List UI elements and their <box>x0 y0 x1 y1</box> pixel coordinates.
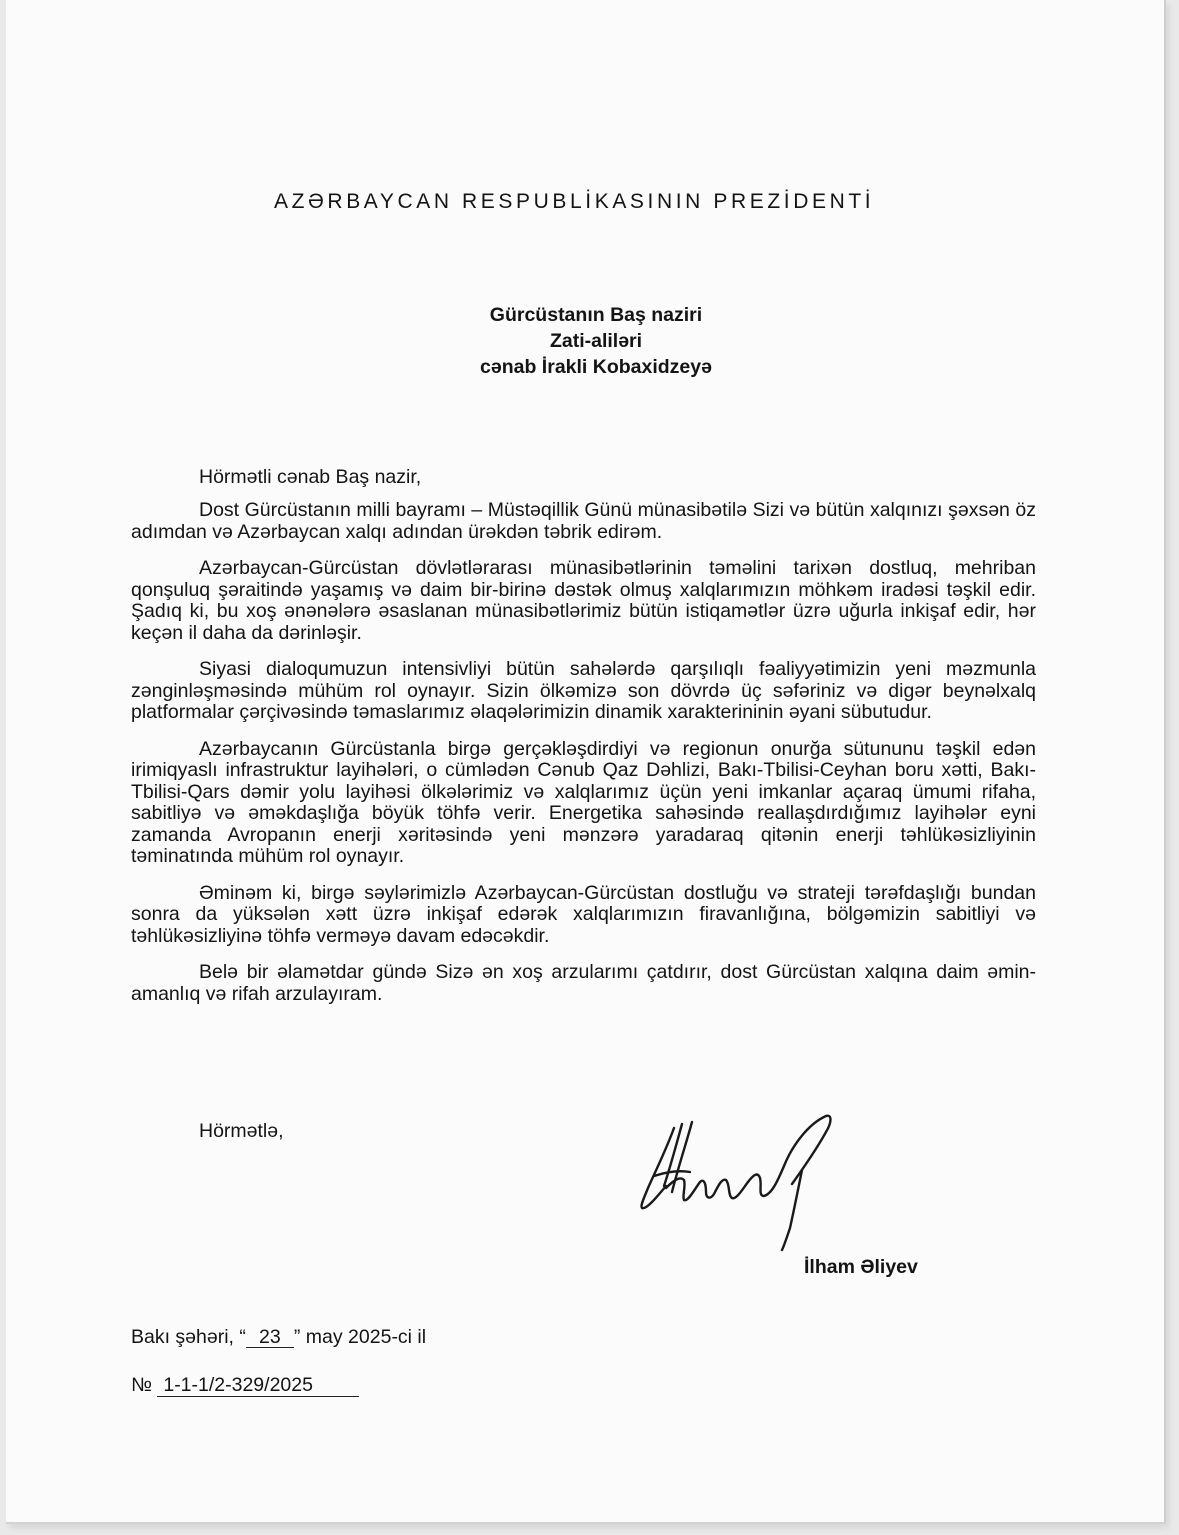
signer-name: İlham Əliyev <box>804 1256 918 1278</box>
document-number <box>131 1374 359 1397</box>
body-paragraph: Dost Gürcüstanın milli bayramı – Müstəqillik Günü münasibətilə Sizi və bütün xalqınızı şəxsən öz adımdan və Azərbaycan xalqı adından ürəkdən təbrik edirəm. <box>131 499 1036 543</box>
date-prefix: Bakı şəhəri, “ <box>131 1326 246 1348</box>
closing-phrase: Hörmətlə, <box>199 1120 284 1142</box>
body-paragraph: Əminəm ki, birgə səylərimizlə Azərbaycan-Gürcüstan dostluğu və strateji tərəfdaşlığı bundan sonra da yüksələn xətt üzrə inkişaf edərək xalqlarımızın firavanlığına, bölgəmizin sabitliyi və təhlükəsizliyinə töhfə verməyə davam edəcəkdir. <box>131 881 1036 947</box>
body-paragraph: Siyasi dialoqumuzun intensivliyi bütün sahələrdə qarşılıqlı fəaliyyətimizin yeni məzmunla zənginləşməsində mühüm rol oynayır. Sizin ölkəmizə son dövrdə üç səfəriniz və digər beynəlxalq platformalar çərçivəsində təmaslarımız əlaqələrimizin dinamik xarakterininin əyani sübutudur. <box>131 658 1036 723</box>
date-day: 23 <box>246 1327 294 1348</box>
body-paragraph: Belə bir əlamətdar gündə Sizə ən xoş arzularımı çatdırır, dost Gürcüstan xalqına daim əmin-amanlıq və rifah arzulayıram. <box>131 961 1036 1005</box>
recipient-honorific: Zati-aliləri <box>549 330 643 352</box>
date-suffix: ” may 2025-ci il <box>293 1326 427 1348</box>
letter-page <box>6 0 1166 1524</box>
salutation: Hörmətli cənab Baş nazir, <box>199 466 422 488</box>
recipient-position: Gürcüstanın Baş naziri <box>489 304 703 326</box>
body-paragraph: Azərbaycan-Gürcüstan dövlətlərarası münasibətlərinin təməlini tarixən dostluq, mehriban qonşuluq şəraitində yaşamış və daim bir-birinə dəstək olmuş xalqlarımızın möhkəm iradəsi təşkil edir. Şadıq ki, bu xoş ənənələrə əsaslanan münasibətlərimiz bütün istiqamətlər üzrə uğurla inkişaf edir, hər keçən il daha da dərinləşir. <box>131 557 1036 644</box>
letterhead-title: AZƏRBAYCAN RESPUBLİKASININ PREZİDENTİ <box>274 190 875 213</box>
document-number-value: 1-1-1/2-329/2025 <box>157 1374 359 1397</box>
body-paragraph: Azərbaycanın Gürcüstanla birgə gerçəkləşdirdiyi və regionun onurğa sütununu təşkil edən irimiqyaslı infrastruktur layihələri, o cümlədən Cənub Qaz Dəhlizi, Bakı-Tbilisi-Ceyhan boru xətti, Bakı-Tbilisi-Qars dəmir yolu layihəsi ölkələrimiz və xalqlarımız üçün yeni imkanlar açaraq ümumi rifaha, sabitliyə və əməkdaşlığa böyük töhfə verir. Energetika sahəsində reallaşdırdığımız layihələr eyni zamanda Avropanın enerji xəritəsində yeni mənzərə yaradaraq qitənin enerji təhlükəsizliyinin təminatında mühüm rol oynayır. <box>131 737 1036 867</box>
recipient-block <box>386 302 806 380</box>
number-sign: № <box>131 1374 152 1396</box>
handwritten-signature <box>626 1110 846 1255</box>
letter-body <box>131 500 1036 1020</box>
recipient-name: cənab İrakli Kobaxidzeyə <box>480 356 712 378</box>
place-and-date <box>131 1326 426 1349</box>
